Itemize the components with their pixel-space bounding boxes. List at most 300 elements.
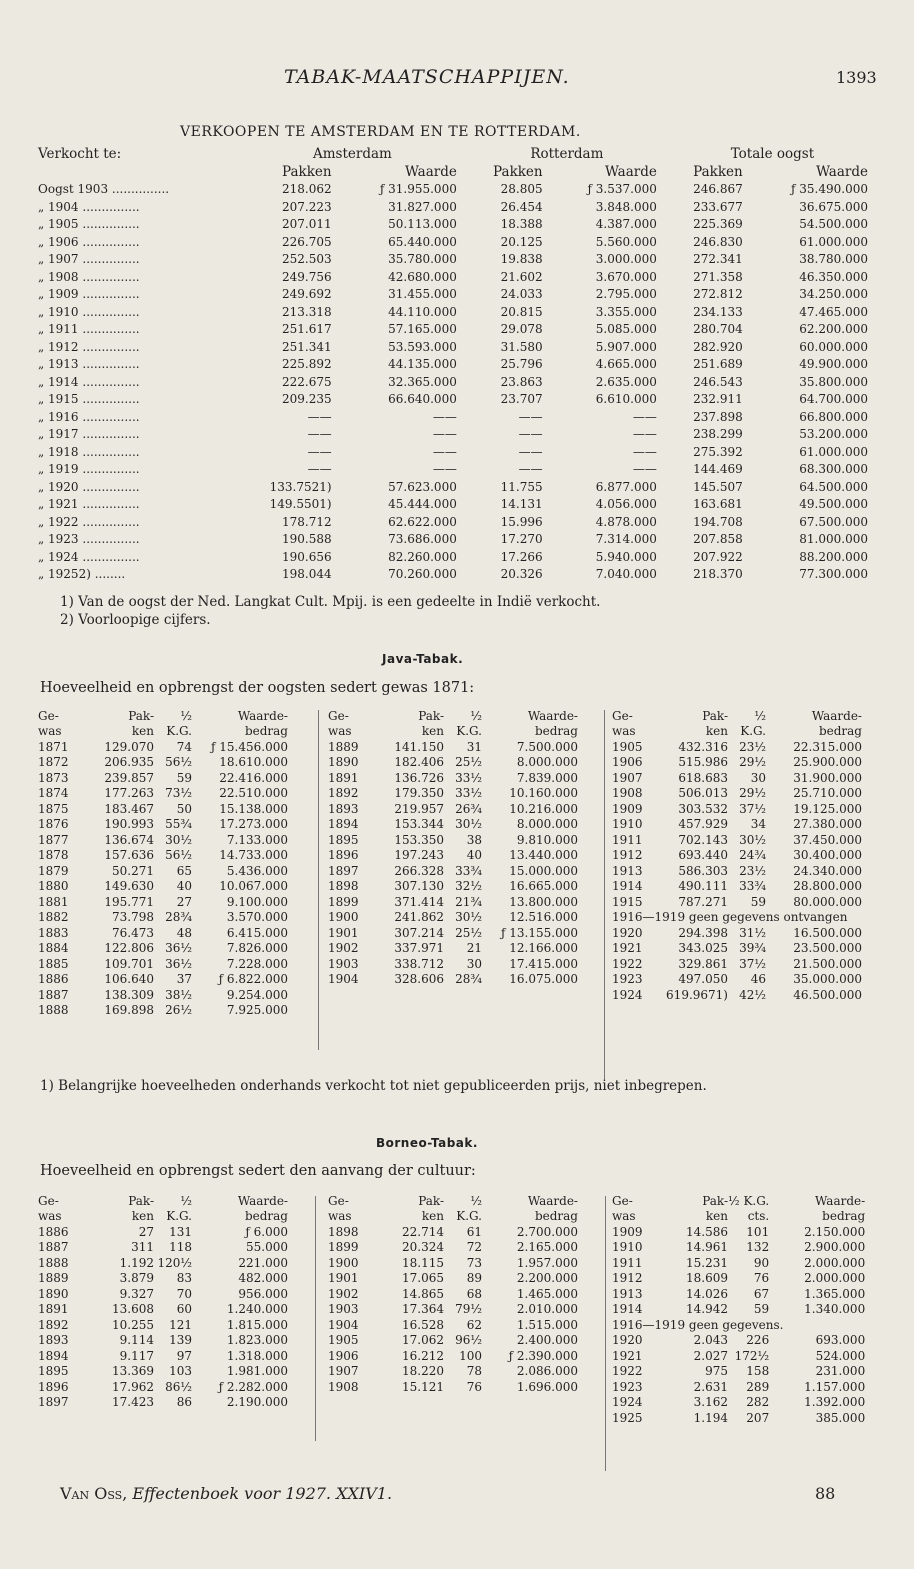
table-cell: 1904 — [328, 1317, 359, 1332]
table-cell: 37½ — [739, 801, 766, 816]
table-cell: 27 — [176, 894, 192, 909]
table-row — [38, 1379, 288, 1395]
table-cell: 225.369 — [693, 217, 743, 232]
table-cell: 32½ — [455, 879, 482, 894]
table-cell: 178.712 — [281, 514, 332, 529]
table-cell: 145.507 — [693, 479, 743, 494]
table-row — [328, 1348, 578, 1364]
table-cell: 249.692 — [281, 287, 332, 302]
table-cell: 12.166.000 — [509, 941, 578, 956]
table-cell: 432.316 — [678, 739, 728, 754]
table-cell: 6.877.000 — [595, 479, 657, 494]
table-cell: 23½ — [739, 739, 766, 754]
table-cell: 30½ — [165, 832, 192, 847]
table-cell: 251.617 — [281, 322, 332, 337]
table-cell: 280.704 — [693, 322, 743, 337]
table-row — [38, 391, 878, 409]
table-cell: 1886 — [38, 972, 69, 987]
table-row — [38, 786, 288, 802]
table-cell: 1923 — [612, 972, 643, 987]
table-cell: 975 — [705, 1364, 728, 1379]
table-cell: 272.341 — [693, 252, 743, 267]
table-row — [328, 894, 578, 910]
table-cell: 31.580 — [500, 339, 543, 354]
table-cell: —— — [632, 427, 657, 442]
table-cell: 4.056.000 — [595, 497, 657, 512]
table-cell: 1908 — [612, 786, 643, 801]
table-cell: 183.467 — [104, 801, 154, 816]
table-cell: 60.000.000 — [799, 339, 868, 354]
table-header-row — [328, 1209, 578, 1225]
table-cell: 2.190.000 — [226, 1395, 288, 1410]
table-cell: 457.929 — [678, 817, 728, 832]
gap-note: 1916—1919 geen gegevens ontvangen — [612, 910, 848, 925]
table-cell: 2.043 — [693, 1333, 728, 1348]
table-cell: 37.450.000 — [793, 832, 862, 847]
table-cell: 57.165.000 — [388, 322, 457, 337]
table-cell: 1922 — [612, 1364, 643, 1379]
table-cell: 18.609 — [686, 1271, 728, 1286]
table-cell: 1888 — [38, 1003, 69, 1018]
table-cell: 46.500.000 — [793, 987, 862, 1002]
table-cell: 209.235 — [281, 392, 332, 407]
table-cell: 337.971 — [394, 941, 444, 956]
table-cell: —— — [518, 462, 543, 477]
table-cell: 197.243 — [394, 848, 444, 863]
sales-heading: VERKOOPEN TE AMSTERDAM EN TE ROTTERDAM. — [180, 124, 581, 140]
table-row — [38, 531, 878, 549]
table-row — [328, 879, 578, 895]
table-cell: 515.986 — [678, 755, 728, 770]
table-cell: Ge- — [328, 1193, 349, 1208]
table-cell: 17.273.000 — [219, 817, 288, 832]
table-cell: 18.388 — [500, 217, 543, 232]
table-cell: 207.011 — [281, 217, 332, 232]
table-cell: 97 — [176, 1348, 192, 1363]
table-header-row — [38, 724, 288, 740]
table-cell: ken — [421, 1209, 444, 1224]
table-cell: K.G. — [740, 724, 766, 739]
table-cell: 1.340.000 — [804, 1302, 866, 1317]
table-cell: 149.630 — [104, 879, 154, 894]
table-cell: 1.823.000 — [226, 1333, 288, 1348]
table-cell: 9.254.000 — [226, 987, 288, 1002]
table-cell: 307.130 — [394, 879, 444, 894]
table-cell: 20.326 — [500, 567, 543, 582]
table-cell: „ 1904 ............... — [38, 199, 140, 214]
table-header-row — [328, 1193, 578, 1209]
table-row — [328, 755, 578, 771]
java-column-2 — [328, 708, 578, 987]
table-cell: 62.622.000 — [388, 514, 457, 529]
table-cell: —— — [432, 462, 457, 477]
table-cell: „ 1920 ............... — [38, 479, 140, 494]
table-cell: 89 — [466, 1271, 482, 1286]
java-footnote: 1) Belangrijke hoeveelheden onderhands verkocht tot niet gepubliceerden prijs, niet inbegrepen. — [40, 1078, 707, 1094]
col-header: Pakken — [493, 163, 543, 180]
table-cell: 271.358 — [693, 269, 743, 284]
table-cell: 74 — [176, 739, 192, 754]
table-cell: —— — [307, 462, 332, 477]
table-cell: ƒ 31.955.000 — [379, 182, 457, 197]
table-cell: 163.681 — [693, 497, 743, 512]
table-cell: 1905 — [328, 1333, 359, 1348]
table-row — [38, 304, 878, 322]
borneo-heading: Borneo-Tabak. — [376, 1136, 478, 1150]
table-cell: 497.050 — [678, 972, 728, 987]
table-cell: 1.318.000 — [226, 1348, 288, 1363]
table-cell: Ge- — [612, 708, 633, 723]
table-cell: 55.000 — [246, 1240, 288, 1255]
table-cell: 1892 — [328, 786, 359, 801]
table-cell: 120½ — [157, 1255, 192, 1270]
table-cell: 1909 — [612, 1224, 643, 1239]
table-cell: was — [612, 724, 636, 739]
table-cell: 238.299 — [693, 427, 743, 442]
sales-label: Verkocht te: — [38, 146, 122, 163]
table-cell: was — [38, 724, 62, 739]
table-cell: 15.231 — [686, 1255, 728, 1270]
table-cell: 182.406 — [394, 755, 444, 770]
table-cell: 190.656 — [281, 549, 332, 564]
table-row — [38, 1255, 288, 1271]
table-row — [38, 1224, 288, 1240]
table-cell: 31.455.000 — [388, 287, 457, 302]
table-cell: 42½ — [739, 987, 766, 1002]
table-cell: 1872 — [38, 755, 69, 770]
table-cell: 24.033 — [500, 287, 543, 302]
table-row — [612, 972, 862, 988]
table-cell: 2.165.000 — [516, 1240, 578, 1255]
table-cell: 13.369 — [112, 1364, 154, 1379]
table-cell: 27.380.000 — [793, 817, 862, 832]
table-cell: 57.623.000 — [388, 479, 457, 494]
table-cell: 207.858 — [693, 532, 743, 547]
table-cell: 39¾ — [739, 941, 766, 956]
table-cell: 36½ — [165, 941, 192, 956]
table-cell: ƒ 2.390.000 — [508, 1348, 578, 1363]
table-cell: 12.516.000 — [509, 910, 578, 925]
col-header: Pakken — [693, 163, 743, 180]
table-cell: 37½ — [739, 956, 766, 971]
table-cell: 1906 — [328, 1348, 359, 1363]
table-row — [612, 925, 862, 941]
table-cell: 226.705 — [281, 234, 332, 249]
table-cell: —— — [307, 409, 332, 424]
table-cell: 60 — [176, 1302, 192, 1317]
table-row — [612, 1333, 865, 1349]
column-divider — [318, 710, 319, 1050]
table-cell: 618.683 — [678, 770, 728, 785]
table-cell: 693.000 — [815, 1333, 866, 1348]
table-cell: 38.780.000 — [799, 252, 868, 267]
table-cell: 68.300.000 — [799, 462, 868, 477]
table-cell: 1886 — [38, 1224, 69, 1239]
table-cell: ƒ 2.282.000 — [218, 1379, 288, 1394]
table-cell: 219.957 — [394, 801, 444, 816]
table-row — [38, 566, 878, 584]
table-cell: 218.370 — [693, 567, 743, 582]
table-cell: „ 1915 ............... — [38, 392, 140, 407]
table-cell: 82.260.000 — [388, 549, 457, 564]
table-cell: K.G. — [166, 1209, 192, 1224]
table-row — [38, 181, 878, 199]
table-cell: 251.689 — [693, 357, 743, 372]
table-row — [38, 987, 288, 1003]
table-cell: 5.907.000 — [595, 339, 657, 354]
table-cell: 311 — [131, 1240, 154, 1255]
table-cell: „ 1923 ............... — [38, 532, 140, 547]
table-row — [38, 374, 878, 392]
table-cell: 48 — [176, 925, 192, 940]
table-cell: 218.062 — [281, 182, 332, 197]
table-cell: 7.925.000 — [226, 1003, 288, 1018]
table-cell: 1911 — [612, 1255, 643, 1270]
table-row — [612, 1395, 865, 1411]
table-row — [328, 1286, 578, 1302]
table-cell: 1896 — [328, 848, 359, 863]
table-cell: 73½ — [165, 786, 192, 801]
table-cell: 9.327 — [119, 1286, 154, 1301]
table-row — [38, 1348, 288, 1364]
table-row — [328, 801, 578, 817]
table-cell: 328.606 — [394, 972, 444, 987]
table-row — [612, 1240, 865, 1256]
table-cell: 1.696.000 — [516, 1379, 578, 1394]
table-cell: 22.510.000 — [219, 786, 288, 801]
table-row — [328, 925, 578, 941]
table-cell: 1885 — [38, 956, 69, 971]
table-cell: 2.795.000 — [595, 287, 657, 302]
table-cell: 17.962 — [112, 1379, 154, 1394]
table-cell: 1.392.000 — [804, 1395, 866, 1410]
table-cell: —— — [632, 462, 657, 477]
column-divider — [605, 1196, 606, 1471]
table-cell: 956.000 — [238, 1286, 288, 1301]
table-cell: 30.400.000 — [793, 848, 862, 863]
table-cell: 1.157.000 — [804, 1379, 866, 1394]
table-row — [328, 1240, 578, 1256]
table-cell: „ 1909 ............... — [38, 287, 140, 302]
footer-author: Van Oss, — [60, 1484, 128, 1503]
table-row — [328, 1333, 578, 1349]
table-cell: 23.500.000 — [793, 941, 862, 956]
table-cell: 24.340.000 — [793, 863, 862, 878]
table-cell: 23.863 — [500, 374, 543, 389]
table-cell: 2.027 — [693, 1348, 728, 1363]
table-cell: 190.588 — [281, 532, 332, 547]
table-cell: 79½ — [455, 1302, 482, 1317]
table-cell: 234.133 — [693, 304, 743, 319]
table-cell: 54.500.000 — [799, 217, 868, 232]
table-row — [612, 1348, 865, 1364]
table-cell: 33½ — [455, 786, 482, 801]
table-cell: 101 — [746, 1224, 770, 1239]
table-cell: 1912 — [612, 848, 643, 863]
table-row — [612, 1317, 865, 1333]
table-cell: 246.830 — [693, 234, 743, 249]
table-row — [38, 972, 288, 988]
table-cell: 26¾ — [455, 801, 482, 816]
table-cell: ken — [131, 1209, 154, 1224]
table-cell: 20.815 — [500, 304, 543, 319]
table-cell: 14.586 — [686, 1224, 728, 1239]
table-cell: 1880 — [38, 879, 69, 894]
table-row — [38, 409, 878, 427]
table-cell: 121 — [169, 1317, 192, 1332]
table-row — [38, 832, 288, 848]
table-cell: 34.250.000 — [799, 287, 868, 302]
table-header-row — [612, 724, 862, 740]
table-cell: 1910 — [612, 817, 643, 832]
group-total: Totale oogst — [730, 146, 815, 163]
table-cell: 1889 — [328, 739, 359, 754]
table-cell: 1871 — [38, 739, 69, 754]
table-cell: Pak- — [128, 1193, 154, 1208]
table-cell: —— — [307, 444, 332, 459]
table-cell: 490.111 — [678, 879, 728, 894]
table-cell: 207.922 — [693, 549, 743, 564]
table-cell: 1901 — [328, 925, 359, 940]
table-cell: 73 — [466, 1255, 482, 1270]
table-cell: 14.026 — [686, 1286, 728, 1301]
table-row — [328, 848, 578, 864]
table-cell: 133.7521) — [269, 479, 332, 494]
table-cell: 246.543 — [693, 374, 743, 389]
table-cell: 1.957.000 — [516, 1255, 578, 1270]
table-cell: 1925 — [612, 1410, 643, 1425]
table-cell: 1906 — [612, 755, 643, 770]
table-cell: 1901 — [328, 1271, 359, 1286]
table-row — [38, 1240, 288, 1256]
table-cell: 702.143 — [678, 832, 728, 847]
table-cell: 586.303 — [678, 863, 728, 878]
table-cell: Ge- — [612, 1193, 633, 1208]
table-cell: ½ — [754, 708, 766, 723]
table-cell: 1904 — [328, 972, 359, 987]
table-cell: 239.857 — [104, 770, 154, 785]
table-cell: 282.920 — [693, 339, 743, 354]
table-cell: was — [612, 1209, 636, 1224]
table-row — [38, 1395, 288, 1411]
table-cell: Pak- — [128, 708, 154, 723]
table-cell: 1910 — [612, 1240, 643, 1255]
table-cell: 30 — [750, 770, 766, 785]
table-cell: 1.194 — [693, 1410, 728, 1425]
sales-rows — [38, 181, 878, 584]
table-cell: 49.900.000 — [799, 357, 868, 372]
table-cell: „ 1913 ............... — [38, 357, 140, 372]
table-row — [328, 739, 578, 755]
table-cell: 36.675.000 — [799, 199, 868, 214]
table-cell: 34 — [750, 817, 766, 832]
table-cell: bedrag — [534, 724, 578, 739]
table-cell: 2.400.000 — [516, 1333, 578, 1348]
table-cell: 76 — [753, 1271, 770, 1286]
table-cell: ƒ 13.155.000 — [501, 925, 578, 940]
table-cell: 76.473 — [112, 925, 154, 940]
table-cell: 83 — [176, 1271, 192, 1286]
table-cell: Oogst 1903 ............... — [38, 182, 170, 197]
table-row — [328, 786, 578, 802]
table-cell: 1881 — [38, 894, 69, 909]
table-cell: 157.636 — [104, 848, 154, 863]
table-row — [612, 801, 862, 817]
borneo-column-2 — [328, 1193, 578, 1395]
table-cell: 153.344 — [394, 817, 444, 832]
table-cell: 1.815.000 — [226, 1317, 288, 1332]
table-cell: 30 — [466, 956, 482, 971]
table-cell: 18.610.000 — [219, 755, 288, 770]
table-cell: 28.800.000 — [793, 879, 862, 894]
table-cell: 294.398 — [678, 925, 728, 940]
table-cell: 7.839.000 — [516, 770, 578, 785]
table-cell: 1921 — [612, 941, 643, 956]
table-cell: 1915 — [612, 894, 643, 909]
table-cell: ½ K.G. — [728, 1193, 770, 1208]
table-row — [38, 1364, 288, 1380]
table-cell: 2.000.000 — [804, 1255, 866, 1270]
table-cell: —— — [432, 427, 457, 442]
group-rotterdam: Rotterdam — [530, 146, 604, 163]
table-cell: 9.117 — [119, 1348, 154, 1363]
sales-group-header — [38, 146, 878, 164]
table-cell: „ 1911 ............... — [38, 322, 140, 337]
table-cell: 1895 — [38, 1364, 69, 1379]
table-cell: 207 — [746, 1410, 770, 1425]
table-cell: 40 — [176, 879, 192, 894]
table-cell: 5.940.000 — [595, 549, 657, 564]
table-cell: 131 — [169, 1224, 192, 1239]
table-cell: 61.000.000 — [799, 234, 868, 249]
table-cell: 1903 — [328, 1302, 359, 1317]
table-cell: 25.900.000 — [793, 755, 862, 770]
table-cell: 1894 — [328, 817, 359, 832]
table-cell: 221.000 — [238, 1255, 288, 1270]
table-cell: „ 19252) ........ — [38, 567, 126, 582]
table-cell: 1924 — [612, 987, 643, 1002]
table-cell: 16.075.000 — [509, 972, 578, 987]
table-row — [612, 848, 862, 864]
table-cell: 88.200.000 — [799, 549, 868, 564]
table-cell: 1893 — [328, 801, 359, 816]
table-row — [328, 1302, 578, 1318]
table-cell: 241.862 — [394, 910, 444, 925]
table-cell: 5.560.000 — [595, 234, 657, 249]
table-row — [612, 1379, 865, 1395]
table-row — [38, 755, 288, 771]
table-row — [38, 216, 878, 234]
table-cell: —— — [632, 409, 657, 424]
table-cell: 136.674 — [104, 832, 154, 847]
table-cell: 1874 — [38, 786, 69, 801]
table-cell: 17.065 — [402, 1271, 444, 1286]
table-row — [38, 496, 878, 514]
table-cell: 28¾ — [165, 910, 192, 925]
table-cell: 29.078 — [500, 322, 543, 337]
table-cell: „ 1919 ............... — [38, 462, 140, 477]
table-cell: 118 — [169, 1240, 192, 1255]
table-cell: 1899 — [328, 894, 359, 909]
table-cell: 106.640 — [104, 972, 154, 987]
table-row — [38, 269, 878, 287]
table-cell: 266.328 — [394, 863, 444, 878]
table-row — [38, 1333, 288, 1349]
table-cell: 33¾ — [739, 879, 766, 894]
table-cell: 70 — [176, 1286, 192, 1301]
table-cell: 303.532 — [678, 801, 728, 816]
table-row — [328, 1255, 578, 1271]
